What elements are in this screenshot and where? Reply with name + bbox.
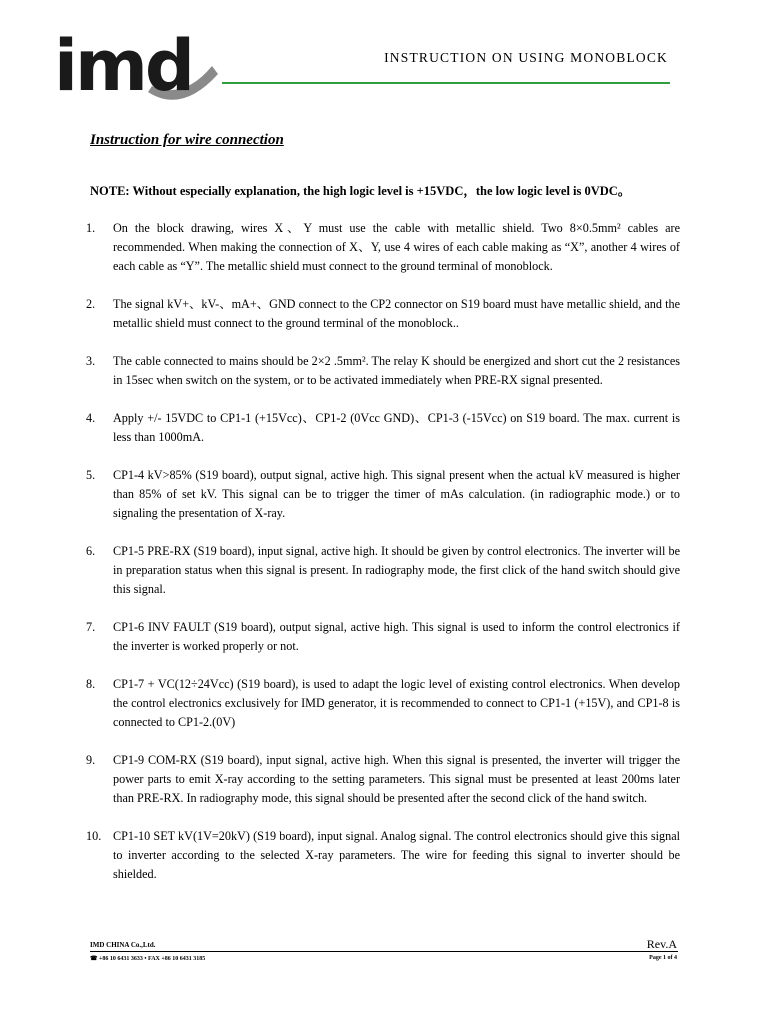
item-text: CP1-6 INV FAULT (S19 board), output signal, active high. This signal is used to inform the control electronics if the inverter is worked properly or not. <box>113 620 680 653</box>
list-item <box>86 295 680 333</box>
list-item <box>86 219 680 276</box>
imd-logo <box>52 30 222 110</box>
imd-logo-graphic <box>52 30 222 110</box>
item-number: 9. <box>86 753 96 767</box>
item-number: 1. <box>86 221 96 235</box>
item-text: CP1-4 kV>85% (S19 board), output signal, active high. This signal present when the actual kV measured is higher than 85% of set kV. This signal can be to trigger the timer of mAs calculation. (in radiographic mode.) or to signaling the presentation of X-ray. <box>113 468 680 520</box>
item-text: CP1-5 PRE-RX (S19 board), input signal, active high. It should be given by control electronics. The inverter will be in preparation status when this signal is present. In radiography mode, the first click of the hand switch should give this signal. <box>113 544 680 596</box>
header-rule <box>222 82 670 84</box>
item-text: The signal kV+、kV-、mA+、GND connect to the CP2 connector on S19 board must have metallic shield, and the metallic shield must connect to the ground terminal of the monoblock.. <box>113 297 680 330</box>
item-number: 3. <box>86 354 96 368</box>
item-number: 10. <box>86 829 102 843</box>
list-item <box>86 751 680 808</box>
item-text: CP1-7 + VC(12÷24Vcc) (S19 board), is used to adapt the logic level of existing control electronics. When develop the control electronics exclusively for IMD generator, it is recommended to connect to CP1-1 (+15V), and CP1-8 is connected to CP1-2.(0V) <box>113 677 680 729</box>
item-number: 6. <box>86 544 96 558</box>
footer-rule <box>90 951 678 952</box>
list-item <box>86 542 680 599</box>
item-text: On the block drawing, wires X、Y must use the cable with metallic shield. Two 8×0.5mm² cables are recommended. When making the connection of X、Y, use 4 wires of each cable making as “X”, another 4 wires of each cable as “Y”. The metallic shield must connect to the ground terminal of monoblock. <box>113 221 680 273</box>
item-text: CP1-9 COM-RX (S19 board), input signal, active high. When this signal is presented, the inverter will trigger the power parts to emit X-ray according to the setting parameters. This signal must be presented at least 200ms later than PRE-RX. In radiography mode, this signal should be presented after the second click of the hand switch. <box>113 753 680 805</box>
section-title: Instruction for wire connection <box>90 132 284 148</box>
document-header-title: INSTRUCTION ON USING MONOBLOCK <box>384 50 668 65</box>
item-text: CP1-10 SET kV(1V=20kV) (S19 board), input signal. Analog signal. The control electronics should give this signal to inverter according to the selected X-ray parameters. The wire for feeding this signal to inverter should be shielded. <box>113 829 680 881</box>
item-number: 4. <box>86 411 96 425</box>
list-item <box>86 675 680 732</box>
list-item <box>86 466 680 523</box>
item-number: 5. <box>86 468 96 482</box>
logo-wordmark: imd <box>54 30 193 107</box>
footer-page-number: Page 1 of 4 <box>649 955 677 961</box>
instruction-list <box>86 219 680 903</box>
list-item <box>86 409 680 447</box>
item-number: 7. <box>86 620 96 634</box>
list-item <box>86 618 680 656</box>
footer-company: IMD CHINA Co.,Ltd. <box>90 941 156 949</box>
list-item <box>86 827 680 884</box>
item-text: The cable connected to mains should be 2×2 .5mm². The relay K should be energized and short cut the 2 resistances in 15sec when switch on the system, or to be activated immediately when PRE-RX signal presented. <box>113 354 680 387</box>
item-number: 8. <box>86 677 96 691</box>
item-number: 2. <box>86 297 96 311</box>
item-text: Apply +/- 15VDC to CP1-1 (+15Vcc)、CP1-2 (0Vcc GND)、CP1-3 (-15Vcc) on S19 board. The max. current is less than 1000mA. <box>113 411 680 444</box>
list-item <box>86 352 680 390</box>
footer-contact: ☎ +86 10 6431 3633 • FAX +86 10 6431 3185 <box>90 956 206 962</box>
note-paragraph: NOTE: Without especially explanation, the high logic level is +15VDC，the low logic level is 0VDC。 <box>90 184 631 198</box>
footer-revision: Rev.A <box>646 937 677 951</box>
